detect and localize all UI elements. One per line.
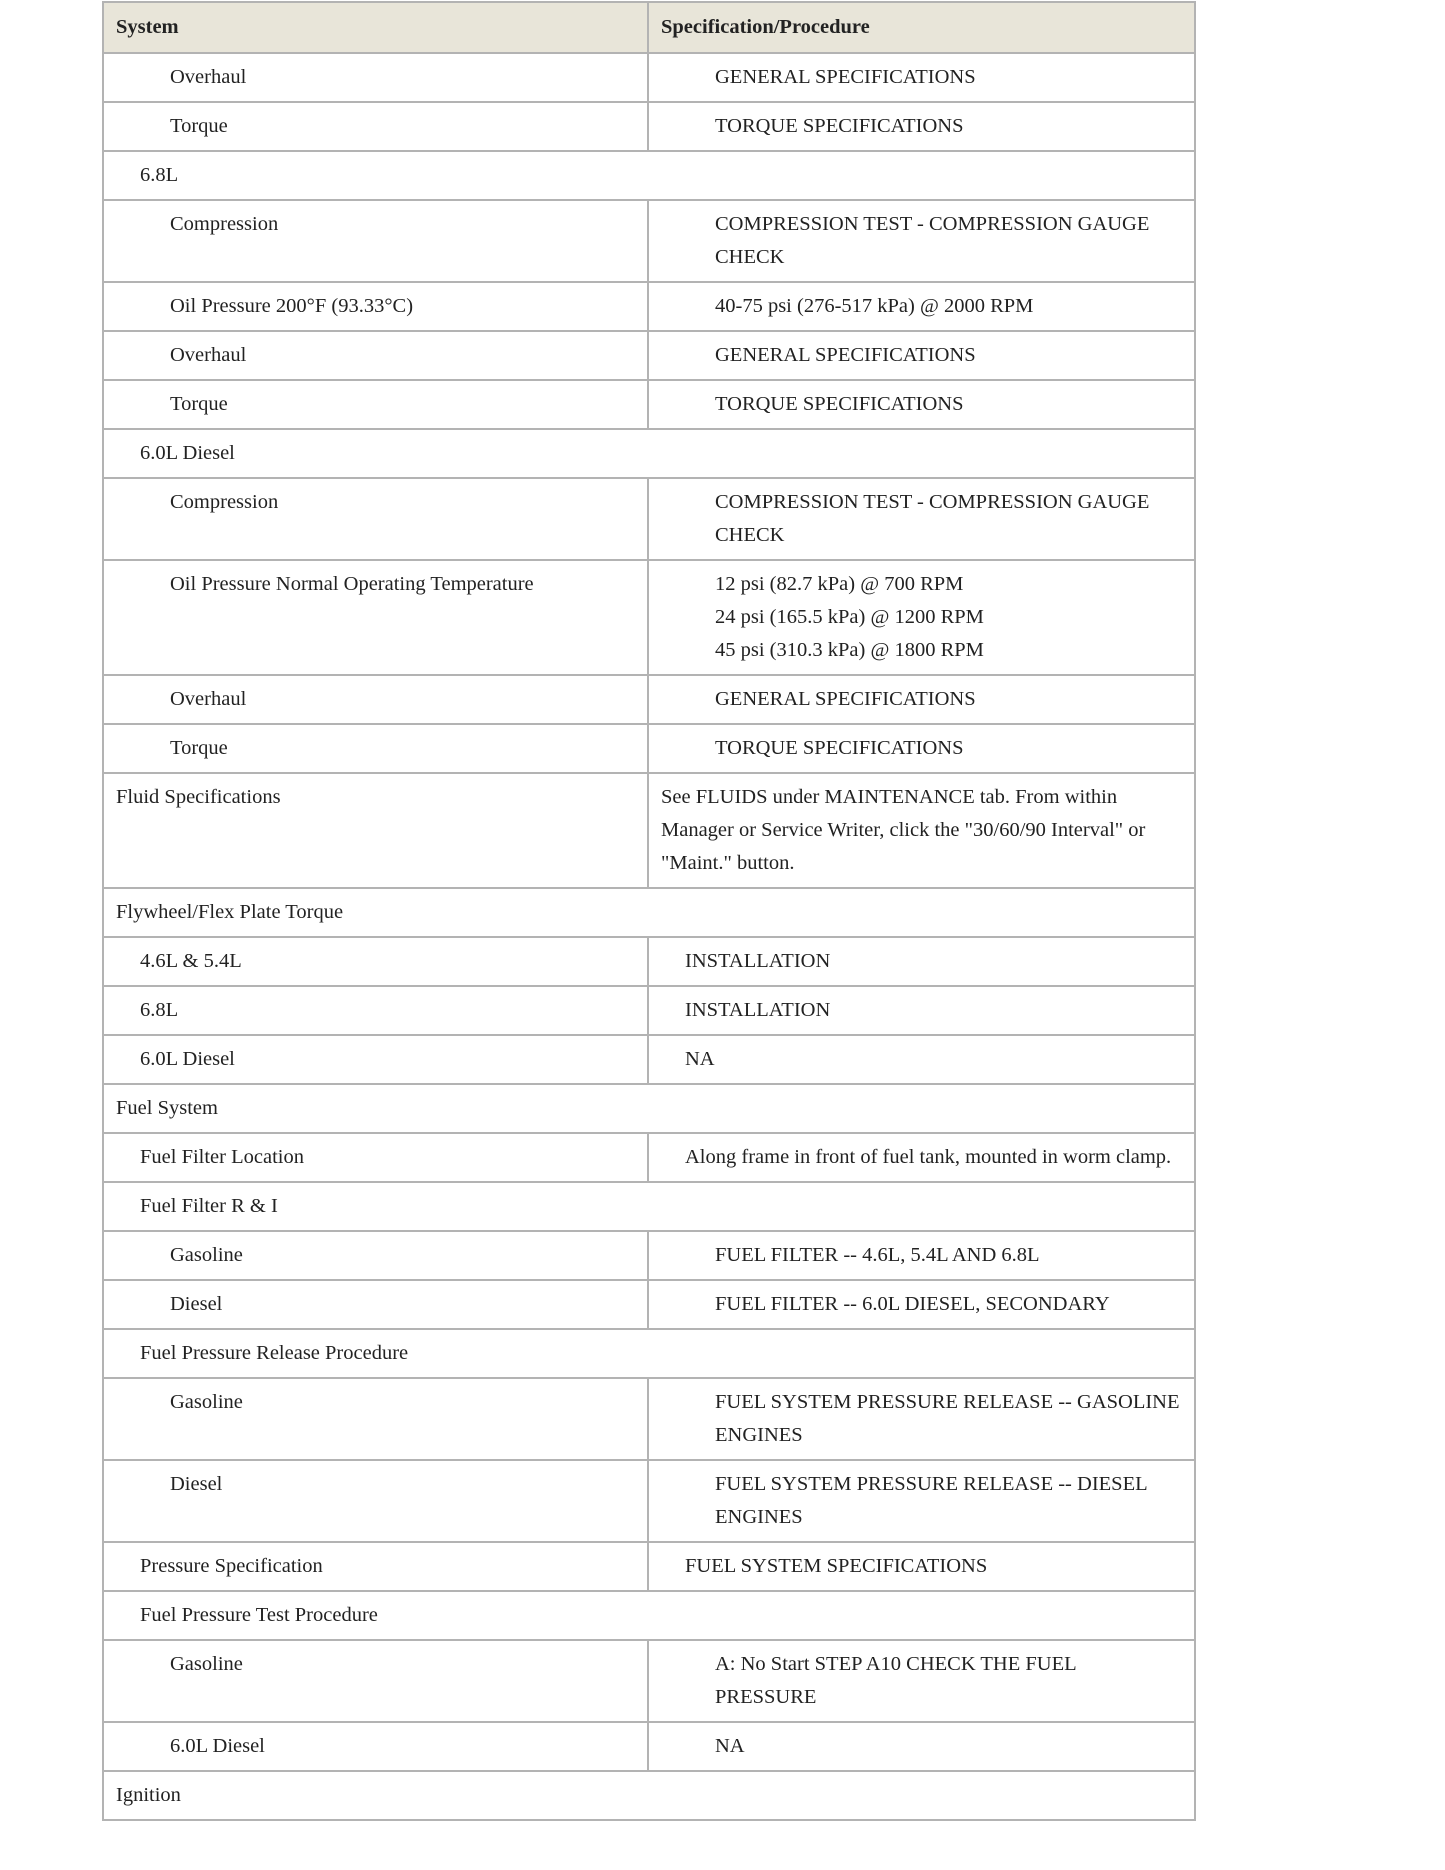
row-label: Overhaul: [103, 675, 648, 724]
table-row: [103, 724, 1195, 773]
row-label: Fuel Filter Location: [103, 1133, 648, 1182]
row-label: Diesel: [103, 1460, 648, 1542]
section-row: [103, 1771, 1195, 1820]
row-value[interactable]: FUEL SYSTEM SPECIFICATIONS: [648, 1542, 1195, 1591]
table-row: [103, 675, 1195, 724]
table-row: [103, 200, 1195, 282]
row-value: [648, 560, 1195, 675]
table-row: [103, 380, 1195, 429]
section-row: [103, 1084, 1195, 1133]
row-value: 40-75 psi (276-517 kPa) @ 2000 RPM: [648, 282, 1195, 331]
section-row: [103, 151, 1195, 200]
oil-pressure-line: 45 psi (310.3 kPa) @ 1800 RPM: [715, 639, 984, 661]
row-label: Overhaul: [103, 53, 648, 102]
row-label: 6.0L Diesel: [103, 1035, 648, 1084]
table-row: [103, 1640, 1195, 1722]
row-label: Oil Pressure 200°F (93.33°C): [103, 282, 648, 331]
row-label: Torque: [103, 724, 648, 773]
section-label: Fuel Pressure Release Procedure: [103, 1329, 1195, 1378]
table-row: [103, 331, 1195, 380]
section-label: Flywheel/Flex Plate Torque: [103, 888, 1195, 937]
row-value[interactable]: FUEL SYSTEM PRESSURE RELEASE -- DIESEL ENGINES: [648, 1460, 1195, 1542]
table-row: [103, 560, 1195, 675]
table-row: [103, 986, 1195, 1035]
row-value[interactable]: TORQUE SPECIFICATIONS: [648, 380, 1195, 429]
table-row: [103, 282, 1195, 331]
specification-table: [102, 1, 1196, 1821]
row-label: Compression: [103, 200, 648, 282]
row-value: NA: [648, 1722, 1195, 1771]
section-row: [103, 1591, 1195, 1640]
section-row: [103, 1182, 1195, 1231]
column-header-system: System: [103, 2, 648, 53]
row-value[interactable]: INSTALLATION: [648, 937, 1195, 986]
row-value[interactable]: INSTALLATION: [648, 986, 1195, 1035]
row-value[interactable]: COMPRESSION TEST - COMPRESSION GAUGE CHECK: [648, 200, 1195, 282]
row-value[interactable]: FUEL FILTER -- 4.6L, 5.4L AND 6.8L: [648, 1231, 1195, 1280]
section-label: Ignition: [103, 1771, 1195, 1820]
row-value[interactable]: GENERAL SPECIFICATIONS: [648, 675, 1195, 724]
section-label: Fuel System: [103, 1084, 1195, 1133]
table-row: [103, 1133, 1195, 1182]
section-label: 6.8L: [103, 151, 1195, 200]
row-value[interactable]: FUEL SYSTEM PRESSURE RELEASE -- GASOLINE ENGINES: [648, 1378, 1195, 1460]
row-label: 6.8L: [103, 986, 648, 1035]
row-value[interactable]: TORQUE SPECIFICATIONS: [648, 102, 1195, 151]
row-label: Compression: [103, 478, 648, 560]
row-label: 4.6L & 5.4L: [103, 937, 648, 986]
row-value[interactable]: GENERAL SPECIFICATIONS: [648, 53, 1195, 102]
table-row: [103, 773, 1195, 888]
table-row: [103, 1460, 1195, 1542]
section-row: [103, 888, 1195, 937]
table-row: [103, 53, 1195, 102]
row-label: Gasoline: [103, 1378, 648, 1460]
row-label: Overhaul: [103, 331, 648, 380]
row-label: Oil Pressure Normal Operating Temperature: [103, 560, 648, 675]
row-label: Diesel: [103, 1280, 648, 1329]
table-row: [103, 1280, 1195, 1329]
section-label: Fuel Pressure Test Procedure: [103, 1591, 1195, 1640]
section-label: 6.0L Diesel: [103, 429, 1195, 478]
table-row: [103, 1378, 1195, 1460]
table-header-row: [103, 2, 1195, 53]
table-row: [103, 937, 1195, 986]
row-label: Torque: [103, 380, 648, 429]
row-label: Gasoline: [103, 1640, 648, 1722]
row-value: NA: [648, 1035, 1195, 1084]
oil-pressure-line: 24 psi (165.5 kPa) @ 1200 RPM: [715, 606, 984, 628]
row-label: Torque: [103, 102, 648, 151]
table-row: [103, 478, 1195, 560]
row-value[interactable]: A: No Start STEP A10 CHECK THE FUEL PRESSURE: [648, 1640, 1195, 1722]
row-value[interactable]: FUEL FILTER -- 6.0L DIESEL, SECONDARY: [648, 1280, 1195, 1329]
table-row: [103, 1542, 1195, 1591]
row-label: Gasoline: [103, 1231, 648, 1280]
row-value[interactable]: COMPRESSION TEST - COMPRESSION GAUGE CHECK: [648, 478, 1195, 560]
row-value[interactable]: TORQUE SPECIFICATIONS: [648, 724, 1195, 773]
row-label: Pressure Specification: [103, 1542, 648, 1591]
table-row: [103, 1035, 1195, 1084]
section-label: Fuel Filter R & I: [103, 1182, 1195, 1231]
table-row: [103, 1231, 1195, 1280]
section-row: [103, 1329, 1195, 1378]
oil-pressure-line: 12 psi (82.7 kPa) @ 700 RPM: [715, 573, 964, 595]
column-header-specification: Specification/Procedure: [648, 2, 1195, 53]
table-row: [103, 102, 1195, 151]
row-value: Along frame in front of fuel tank, mounted in worm clamp.: [648, 1133, 1195, 1182]
row-label: 6.0L Diesel: [103, 1722, 648, 1771]
row-label: Fluid Specifications: [103, 773, 648, 888]
section-row: [103, 429, 1195, 478]
table-row: [103, 1722, 1195, 1771]
row-value[interactable]: GENERAL SPECIFICATIONS: [648, 331, 1195, 380]
row-value: See FLUIDS under MAINTENANCE tab. From within Manager or Service Writer, click the "30/60/90 Interval" or "Maint." button.: [648, 773, 1195, 888]
